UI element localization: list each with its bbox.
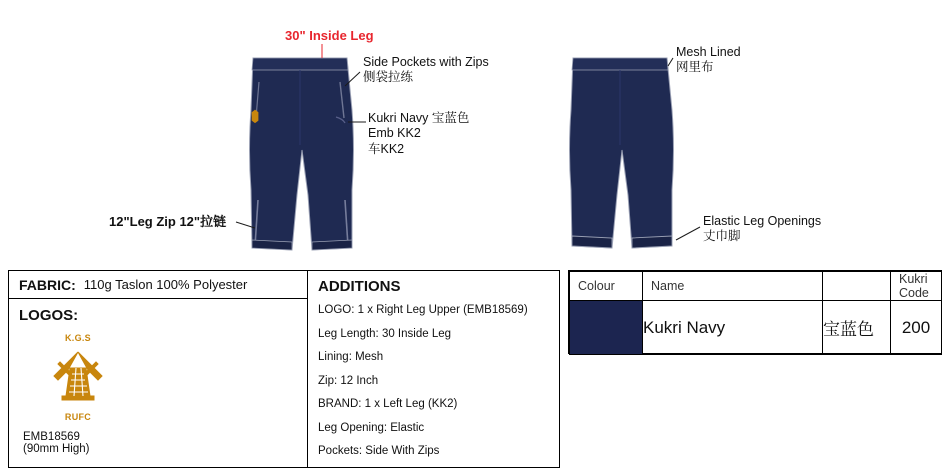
- callout-elastic-leg-openings: [703, 214, 821, 245]
- list-item: Pockets: Side With Zips: [318, 445, 440, 457]
- header-kukri-code: Kukri Code: [891, 272, 942, 301]
- spec-panels: [8, 270, 942, 468]
- table-row: [570, 301, 942, 355]
- fabric-logos-panel: [8, 270, 308, 468]
- colour-name: Kukri Navy: [643, 301, 823, 355]
- additions-panel: [308, 270, 560, 468]
- crest-bottom-text: RUFC: [64, 412, 92, 422]
- callout-side-pockets: [363, 55, 489, 86]
- list-item: Zip: 12 Inch: [318, 374, 379, 387]
- list-item: Lining: Mesh: [318, 351, 384, 363]
- list-item: LOGO: 1 x Right Leg Upper (EMB18569): [318, 304, 528, 316]
- callout-kukri-navy-line3: 车KK2: [368, 141, 405, 156]
- logos-title: LOGOS:: [19, 307, 79, 324]
- additions-list: [308, 295, 559, 470]
- back-view: [570, 58, 674, 248]
- callout-side-pockets-en: Side Pockets with Zips: [363, 55, 489, 69]
- fabric-row: [9, 271, 307, 299]
- colour-name-cn: 宝蓝色: [823, 301, 891, 355]
- kgs-rufc-crest-icon: [34, 344, 122, 406]
- list-item: Leg Length: 30 Inside Leg: [318, 327, 452, 340]
- callout-elastic-cn: 丈巾脚: [703, 229, 741, 244]
- front-view: [250, 58, 354, 250]
- list-item: Leg Opening: Elastic: [318, 421, 425, 434]
- crest-on-garment: [252, 110, 259, 123]
- callout-mesh-lined-cn: 网里布: [676, 60, 714, 75]
- callout-leg-zip: 12"Leg Zip 12"拉链: [109, 214, 227, 229]
- header-name-cn: [823, 272, 891, 301]
- callout-side-pockets-cn: 侧袋拉练: [363, 70, 414, 85]
- callout-elastic-en: Elastic Leg Openings: [703, 214, 822, 228]
- callout-mesh-lined: [676, 45, 741, 76]
- header-colour: Colour: [570, 272, 643, 301]
- fabric-value: 110g Taslon 100% Polyester: [83, 277, 248, 292]
- additions-title: ADDITIONS: [318, 278, 401, 295]
- table-header-row: [570, 272, 942, 301]
- logo-height: (90mm High): [23, 443, 90, 455]
- callout-inside-leg: 30" Inside Leg: [285, 28, 374, 43]
- header-name: Name: [643, 272, 823, 301]
- list-item: BRAND: 1 x Left Leg (KK2): [318, 398, 458, 410]
- callout-mesh-lined-en: Mesh Lined: [676, 45, 741, 59]
- colour-code: 200: [891, 301, 942, 355]
- callout-kukri-navy-line1: Kukri Navy 宝蓝色: [368, 111, 470, 125]
- logo-block: [23, 333, 133, 455]
- colour-panel: [568, 270, 942, 354]
- colour-table: [569, 271, 942, 355]
- crest-top-text: K.G.S: [64, 333, 91, 343]
- callout-kukri-navy-line2: Emb KK2: [368, 126, 421, 141]
- callout-kukri-navy: [368, 111, 469, 157]
- logo-code: EMB18569: [23, 431, 80, 443]
- fabric-label: FABRIC:: [19, 276, 76, 293]
- colour-swatch: [570, 301, 643, 355]
